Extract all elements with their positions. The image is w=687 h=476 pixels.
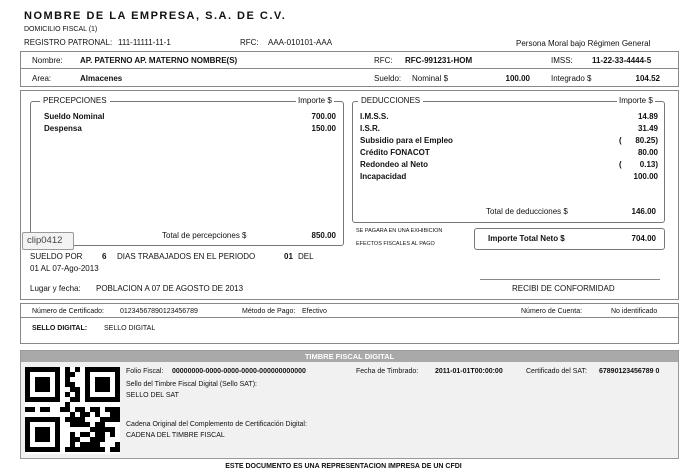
del-label: DEL: [298, 252, 314, 261]
employee-rfc-label: RFC:: [374, 56, 393, 65]
fecha-timbrado-label: Fecha de Timbrado:: [356, 368, 419, 375]
nominal-label: Nominal $: [412, 74, 449, 83]
deduccion-amount: 80.25): [635, 136, 658, 145]
deduccion-paren: (: [619, 160, 622, 169]
nominal-value: 100.00: [505, 74, 530, 83]
deduccion-paren: (: [619, 136, 622, 145]
registro-patronal-value: 111-11111-11-1: [118, 38, 171, 47]
deduccion-concept: I.S.R.: [360, 124, 381, 133]
sueldo-por-label: SUELDO POR: [30, 252, 83, 261]
cadena-original-label: Cadena Original del Complemento de Certificación Digital:: [126, 421, 307, 428]
deduccion-concept: Redondeo al Neto: [360, 160, 429, 169]
deducciones-total-label: Total de deducciones $: [486, 207, 568, 216]
percepciones-title: PERCEPCIONES: [40, 96, 110, 105]
sello-digital-value: SELLO DIGITAL: [104, 325, 156, 332]
dias-trabajados-text: DIAS TRABAJADOS EN EL PERIODO: [117, 252, 256, 261]
deduccion-concept: I.M.S.S.: [360, 112, 389, 121]
employee-rfc-value: RFC-991231-HOM: [405, 56, 473, 65]
integrado-label: Integrado $: [551, 74, 592, 83]
deduccion-concept: Incapacidad: [360, 172, 407, 181]
imss-label: IMSS:: [551, 56, 573, 65]
qr-code-icon: [25, 367, 120, 454]
percepciones-box: [30, 101, 344, 246]
periodo-range: 01 AL 07-Ago-2013: [30, 264, 99, 273]
imss-value: 11-22-33-4444-5: [592, 56, 652, 65]
signature-line: [480, 279, 660, 280]
neto-value: 704.00: [631, 234, 656, 243]
registro-patronal-label: REGISTRO PATRONAL:: [24, 38, 113, 47]
deduccion-concept: Crédito FONACOT: [360, 148, 430, 157]
company-rfc-value: AAA-010101-AAA: [268, 38, 333, 47]
employee-divider: [20, 68, 679, 69]
percepciones-total-value: 850.00: [311, 231, 336, 240]
nombre-value: AP. PATERNO AP. MATERNO NOMBRE(S): [80, 56, 238, 65]
metodo-pago-value: Efectivo: [302, 308, 327, 315]
percepcion-concept: Sueldo Nominal: [44, 112, 105, 121]
deduccion-amount: 80.00: [637, 148, 658, 157]
domicilio-fiscal: DOMICILIO FISCAL (1): [24, 26, 98, 33]
deduccion-amount: 14.89: [637, 112, 658, 121]
percepcion-amount: 700.00: [311, 112, 336, 121]
folio-fiscal-label: Folio Fiscal:: [126, 368, 164, 375]
area-value: Almacenes: [80, 74, 123, 83]
area-label: Area:: [32, 74, 52, 83]
deducciones-importe-label: Importe $: [619, 96, 653, 105]
certificado-label: Número de Certificado:: [32, 308, 104, 315]
periodo-value: 01: [284, 252, 293, 261]
percepciones-total-label: Total de percepciones $: [162, 231, 247, 240]
dias-trabajados-value: 6: [102, 252, 107, 261]
deduccion-amount: 31.49: [637, 124, 658, 133]
company-name: NOMBRE DE LA EMPRESA, S.A. DE C.V.: [24, 10, 287, 22]
deduccion-concept: Subsidio para el Empleo: [360, 136, 453, 145]
cadena-original-value: CADENA DEL TIMBRE FISCAL: [126, 432, 225, 439]
certificado-sat-value: 67890123456789 0: [599, 368, 660, 375]
clip-label: clip0412: [22, 232, 74, 250]
lugar-fecha-label: Lugar y fecha:: [30, 284, 81, 293]
regimen-fiscal: Persona Moral bajo Régimen General: [516, 39, 651, 48]
fecha-timbrado-value: 2011-01-01T00:00:00: [435, 368, 503, 375]
certificado-divider: [20, 317, 679, 318]
sello-sat-label: Sello del Timbre Fiscal Digital (Sello SAT):: [126, 381, 257, 388]
percepcion-amount: 150.00: [311, 124, 336, 133]
folio-fiscal-value: 00000000-0000-0000-0000-000000000000: [172, 368, 306, 375]
pago-note-line1: SE PAGARA EN UNA EXHIBICION: [356, 228, 443, 234]
percepcion-concept: Despensa: [44, 124, 82, 133]
cuenta-label: Número de Cuenta:: [521, 308, 583, 315]
integrado-value: 104.52: [635, 74, 660, 83]
certificado-value: 01234567890123456789: [120, 308, 198, 315]
metodo-pago-label: Método de Pago:: [242, 308, 296, 315]
cuenta-value: No identificado: [611, 308, 658, 315]
pago-note-line2: EFECTOS FISCALES AL PAGO: [356, 241, 435, 247]
sueldo-label: Sueldo:: [374, 74, 402, 83]
recibi-conformidad: RECIBI DE CONFORMIDAD: [512, 284, 615, 293]
nombre-label: Nombre:: [32, 56, 63, 65]
percepciones-importe-label: Importe $: [298, 96, 332, 105]
lugar-fecha-value: POBLACION A 07 DE AGOSTO DE 2013: [96, 284, 244, 293]
timbre-title: TIMBRE FISCAL DIGITAL: [21, 351, 678, 362]
company-rfc-label: RFC:: [240, 38, 259, 47]
certificado-sat-label: Certificado del SAT:: [526, 368, 587, 375]
deducciones-total-value: 146.00: [631, 207, 656, 216]
cfdi-footer: ESTE DOCUMENTO ES UNA REPRESENTACION IMPRESA DE UN CFDI: [225, 463, 462, 470]
deduccion-amount: 100.00: [633, 172, 658, 181]
sello-digital-label: SELLO DIGITAL:: [32, 325, 88, 332]
sello-sat-value: SELLO DEL SAT: [126, 392, 179, 399]
neto-label: Importe Total Neto $: [488, 234, 565, 243]
deducciones-title: DEDUCCIONES: [358, 96, 423, 105]
deduccion-amount: 0.13): [639, 160, 658, 169]
